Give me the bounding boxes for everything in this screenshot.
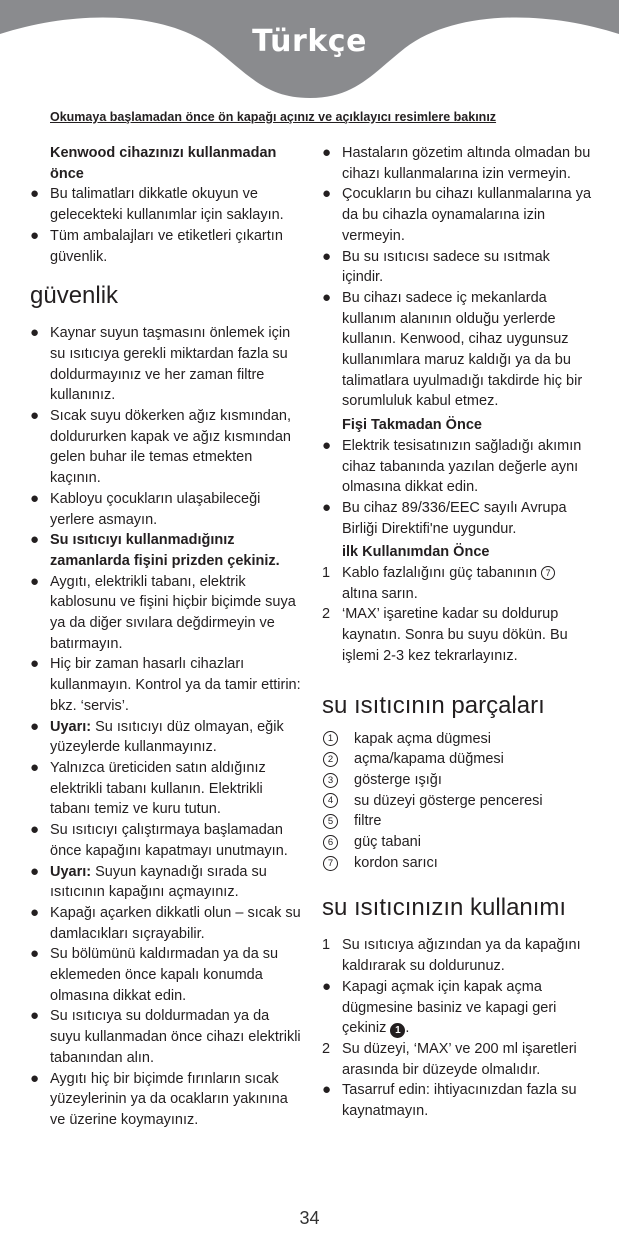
bullet-dot-icon: ●	[30, 572, 40, 590]
part-item: 4 su düzeyi gösterge penceresi	[322, 791, 594, 812]
safety-heading: güvenlik	[30, 282, 119, 310]
part-item: 1 kapak açma dügmesi	[322, 729, 594, 750]
bullet-dot-icon: ●	[30, 1007, 40, 1025]
part-item: 7 kordon sarıcı	[322, 853, 594, 874]
list-item: ● Su ısıtıcıyı kullanmadığınız zamanlarda fişini prizden çekiniz.	[30, 531, 280, 569]
list-item: ● Hastaların gözetim altında olmadan bu cihazı kullanmalarına izin vermeyin.	[322, 144, 591, 182]
bullet-dot-icon: ●	[30, 407, 40, 425]
bullet-dot-icon: ●	[30, 758, 40, 776]
numbered-item: 1 Su ısıtıcıya ağızından ya da kapağını kaldırarak su doldurunuz.	[322, 937, 581, 975]
bullet-dot-icon: ●	[30, 903, 40, 921]
part-item: 2 açma/kapama düğmesi	[322, 749, 594, 770]
warning-label: Uyarı:	[50, 863, 92, 880]
circled-number-icon: 2	[323, 752, 338, 767]
filled-circle-number-icon: 1	[390, 1023, 405, 1038]
list-item: ● Bu su ısıtıcısı sadece su ısıtmak içindir.	[322, 247, 550, 286]
bullet-dot-icon: ●	[322, 185, 332, 203]
parts-heading: su ısıtıcının parçaları	[322, 691, 545, 719]
list-item: ● Aygıtı hiç bir biçimde fırınların sıcak yüzeylerinin ya da ocakların yakınına ve üzerine koymayınız.	[30, 1069, 288, 1128]
list-item: ● Kapağı açarken dikkatli olun – sıcak su damlacıkları sıçrayabilir.	[30, 903, 301, 942]
circled-number-icon: 1	[323, 731, 338, 746]
list-item: ● Çocukların bu cihazı kullanmalarına ya da bu cihazla oynamalarına izin vermeyin.	[322, 185, 592, 244]
bullet-dot-icon: ●	[30, 655, 40, 673]
list-item: ● Bu talimatları dikkatle okuyun ve gelecekteki kullanımlar için saklayın.	[30, 185, 284, 224]
bullet-dot-icon: ●	[30, 945, 40, 963]
bullet-dot-icon: ●	[322, 288, 332, 306]
left-column	[30, 143, 302, 1131]
list-item: ● Elektrik tesisatınızın sağladığı akımın cihaz tabanında yazılan değerle aynı olmasına dikkat edin.	[322, 436, 582, 496]
page-number: 34	[299, 1208, 320, 1228]
bullet-dot-icon: ●	[30, 324, 40, 342]
instruction-subtitle: Okumaya başlamadan önce ön kapağı açınız ve açıklayıcı resimlere bakınız	[50, 110, 497, 124]
bullet-dot-icon: ●	[322, 498, 332, 516]
plug-heading: Fişi Takmadan Önce	[342, 417, 482, 434]
list-item: ● Kabloyu çocukların ulaşabileceği yerlere asmayın.	[30, 489, 261, 528]
circled-number-icon: 7	[541, 566, 555, 580]
list-item: ● Bu cihazı sadece iç mekanlarda kullanım alanının olduğu yerlerde kullanın. Kenwood, cihaz uygunsuz kullanımlara maruz kaldığı ya da bu talimatlara uyulmadığı takdirde hiç bir sorumluluk kabul etmez.	[322, 288, 583, 410]
bullet-dot-icon: ●	[30, 1069, 40, 1087]
list-item: ● Su ısıtıcıyı çalıştırmaya başlamadan önce kapağını kapatmayı unutmayın.	[30, 821, 288, 859]
circled-number-icon: 5	[323, 814, 338, 829]
bullet-dot-icon: ●	[30, 717, 40, 735]
list-item: ● Sıcak suyu dökerken ağız kısmından, doldururken kapak ve ağız kısmından gelen buhar ile temas etmekten kaçının.	[30, 407, 291, 487]
bullet-dot-icon: ●	[322, 144, 332, 161]
bullet-dot-icon: ●	[30, 226, 40, 244]
warning-label: Uyarı:	[50, 718, 92, 735]
part-item: 3 gösterge ışığı	[322, 770, 594, 791]
list-item: ● Bu cihaz 89/336/EEC sayılı Avrupa Birliği Direktifi'ne uygundur.	[322, 498, 567, 537]
numbered-item: 1 Kablo fazlalığını güç tabanının 7 altına sarın.	[322, 563, 594, 604]
bullet-dot-icon: ●	[322, 436, 332, 454]
bullet-dot-icon: ●	[30, 531, 40, 549]
header-band	[0, 0, 619, 110]
circled-number-icon: 4	[323, 793, 338, 808]
list-item: ● Tüm ambalajları ve etiketleri çıkartın güvenlik.	[30, 226, 283, 265]
bullet-dot-icon: ●	[30, 862, 40, 880]
numbered-item: 2 Su düzeyi, ‘MAX’ ve 200 ml işaretleri arasında bir düzeyde olmalıdır.	[322, 1040, 577, 1078]
circled-number-icon: 6	[323, 835, 338, 850]
circled-number-icon: 3	[323, 773, 338, 788]
circled-number-icon: 7	[323, 856, 338, 871]
list-item: ● Uyarı: Su ısıtıcıyı düz olmayan, eğik yüzeylerde kullanmayınız.	[30, 717, 284, 756]
list-item: ● Uyarı: Suyun kaynadığı sırada su ısıtıcının kapağını açmayınız.	[30, 862, 267, 901]
bullet-dot-icon: ●	[322, 1081, 332, 1099]
list-item: ● Hiç bir zaman hasarlı cihazları kullanmayın. Kontrol ya da tamir ettirin: bkz. ‘servis’.	[30, 655, 301, 714]
first-use-heading: ilk Kullanımdan Önce	[342, 544, 490, 561]
numbered-item: 2 ‘MAX’ işaretine kadar su doldurup kaynatın. Sonra bu suyu dökün. Bu işlemi 2-3 kez tekrarlayınız.	[322, 606, 568, 664]
right-column	[322, 143, 594, 1122]
list-item: ● Tasarruf edin: ihtiyacınızdan fazla su kaynatmayın.	[322, 1081, 577, 1120]
parts-list	[322, 729, 594, 874]
language-title: Türkçe	[252, 24, 367, 59]
bullet-dot-icon: ●	[322, 977, 332, 995]
part-item: 5 filtre	[322, 811, 594, 832]
list-item: ● Aygıtı, elektrikli tabanı, elektrik kablosunu ve fişini hiçbir biçimde suya ya da diğer sıvılara değdirmeyin ve batırmayın.	[30, 572, 296, 652]
list-item: ● Kaynar suyun taşmasını önlemek için su ısıtıcıya gerekli miktardan fazla su doldurmayınız ve her zaman filtre kullanınız.	[30, 324, 291, 404]
list-item: ● Su ısıtıcıya su doldurmadan ya da suyu kullanmadan önce cihazı elektrikli tabanından alın.	[30, 1007, 301, 1066]
before-use-heading: Kenwood cihazınızı kullanmadan önce	[50, 145, 277, 182]
use-heading: su ısıtıcınızın kullanımı	[322, 894, 567, 922]
bullet-dot-icon: ●	[30, 489, 40, 507]
list-item: ● Yalnızca üreticiden satın aldığınız elektrikli tabanı kullanın. Elektrikli tabanı temiz ve kuru tutun.	[30, 758, 266, 818]
part-item: 6 güç tabani	[322, 832, 594, 853]
bullet-dot-icon: ●	[322, 247, 332, 265]
list-item: ● Su bölümünü kaldırmadan ya da su eklemeden önce kapalı konumda olmasına dikkat edin.	[30, 945, 279, 1004]
bullet-dot-icon: ●	[30, 821, 40, 839]
bullet-dot-icon: ●	[30, 185, 40, 203]
list-item: ● Kapagi açmak için kapak açma dügmesine basiniz ve kapagi geri çekiniz 1 .	[322, 977, 557, 1037]
